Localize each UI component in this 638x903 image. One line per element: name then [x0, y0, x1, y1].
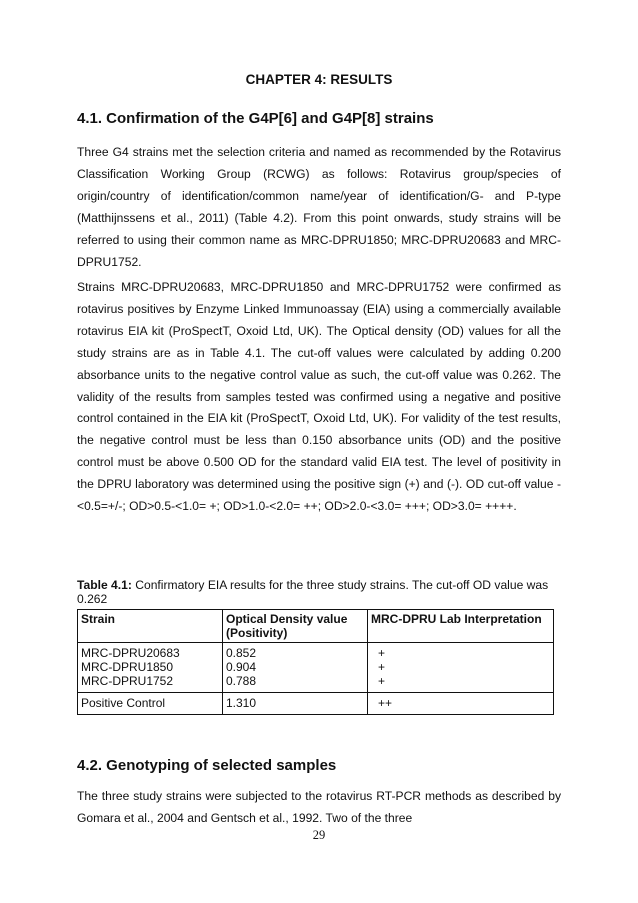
header-interpretation: MRC-DPRU Lab Interpretation	[368, 610, 554, 643]
page-number: 29	[312, 828, 326, 842]
section-heading-4-2: 4.2. Genotyping of selected samples	[77, 757, 337, 774]
paragraph-eia-confirmation: Strains MRC-DPRU20683, MRC-DPRU1850 and MRC-DPRU1752 were confirmed as rotavirus positives by Enzyme Linked Immunoassay (EIA) using a commercially available rotavirus EIA kit (ProSpectT, Oxoid Ltd, UK). The Optical density (OD) values for all the study strains are as in Table 4.1. The cut-off values were calculated by adding 0.200 absorbance units to the negative control value as such, the cut-off value was 0.262. The validity of the results from samples tested was confirmed using a negative and positive control contained in the EIA kit (ProSpectT, Oxoid Ltd, UK). For validity of the test results, the negative control must be less than 0.150 absorbance units (OD) and the positive control must be above 0.500 OD for the standard valid EIA test. The level of positivity in the DPRU laboratory was determined using the positive sign (+) and (-). OD cut-off value -<0.5=+/-; OD>0.5-<1.0= +; OD>1.0-<2.0= ++; OD>2.0-<3.0= +++; OD>3.0= ++++.	[77, 280, 561, 514]
header-optical-density: Optical Density value (Positivity)	[223, 610, 368, 643]
paragraph-strain-naming: Three G4 strains met the selection criteria and named as recommended by the Rotavirus Classification Working Group (RCWG) as follows: Rotavirus group/species of origin/country of identification/common name/year of identification/G- and P-type (Matthijnssens et al., 2011) (Table 4.2). From this point onwards, study strains will be referred to using their common name as MRC-DPRU1850; MRC-DPRU20683 and MRC-DPRU1752.	[77, 145, 561, 269]
strain-name: MRC-DPRU1752	[81, 674, 174, 688]
strain-name: MRC-DPRU1850	[81, 660, 174, 674]
section-heading-4-1: 4.1. Confirmation of the G4P[6] and G4P[8] strains	[77, 110, 434, 127]
strain-cell	[78, 643, 223, 693]
od-cell	[223, 643, 368, 693]
table-row-control	[78, 693, 554, 715]
interpretation-cell	[368, 643, 554, 693]
interpretation-value: +	[378, 646, 386, 660]
interpretation-value: +	[378, 660, 386, 674]
control-name: Positive Control	[78, 693, 223, 715]
header-strain: Strain	[78, 610, 223, 643]
od-value: 0.904	[226, 660, 257, 674]
table-caption	[77, 579, 561, 606]
control-od: 1.310	[223, 693, 368, 715]
table-caption-label: Table 4.1:	[77, 578, 132, 592]
table-row-strains	[78, 643, 554, 693]
od-value: 0.788	[226, 674, 257, 688]
paragraph-genotyping: The three study strains were subjected to the rotavirus RT-PCR methods as described by Gomara et al., 2004 and Gentsch et al., 1992. Two of the three	[77, 789, 561, 825]
chapter-title: CHAPTER 4: RESULTS	[245, 72, 393, 87]
table-caption-text: Confirmatory EIA results for the three study strains. The cut-off OD value was 0.262	[77, 578, 549, 606]
interpretation-value: +	[378, 674, 386, 688]
strain-name: MRC-DPRU20683	[81, 646, 180, 660]
table-header-row	[78, 610, 554, 643]
control-interpretation: ++	[368, 693, 554, 715]
od-value: 0.852	[226, 646, 257, 660]
eia-results-table	[77, 609, 554, 715]
